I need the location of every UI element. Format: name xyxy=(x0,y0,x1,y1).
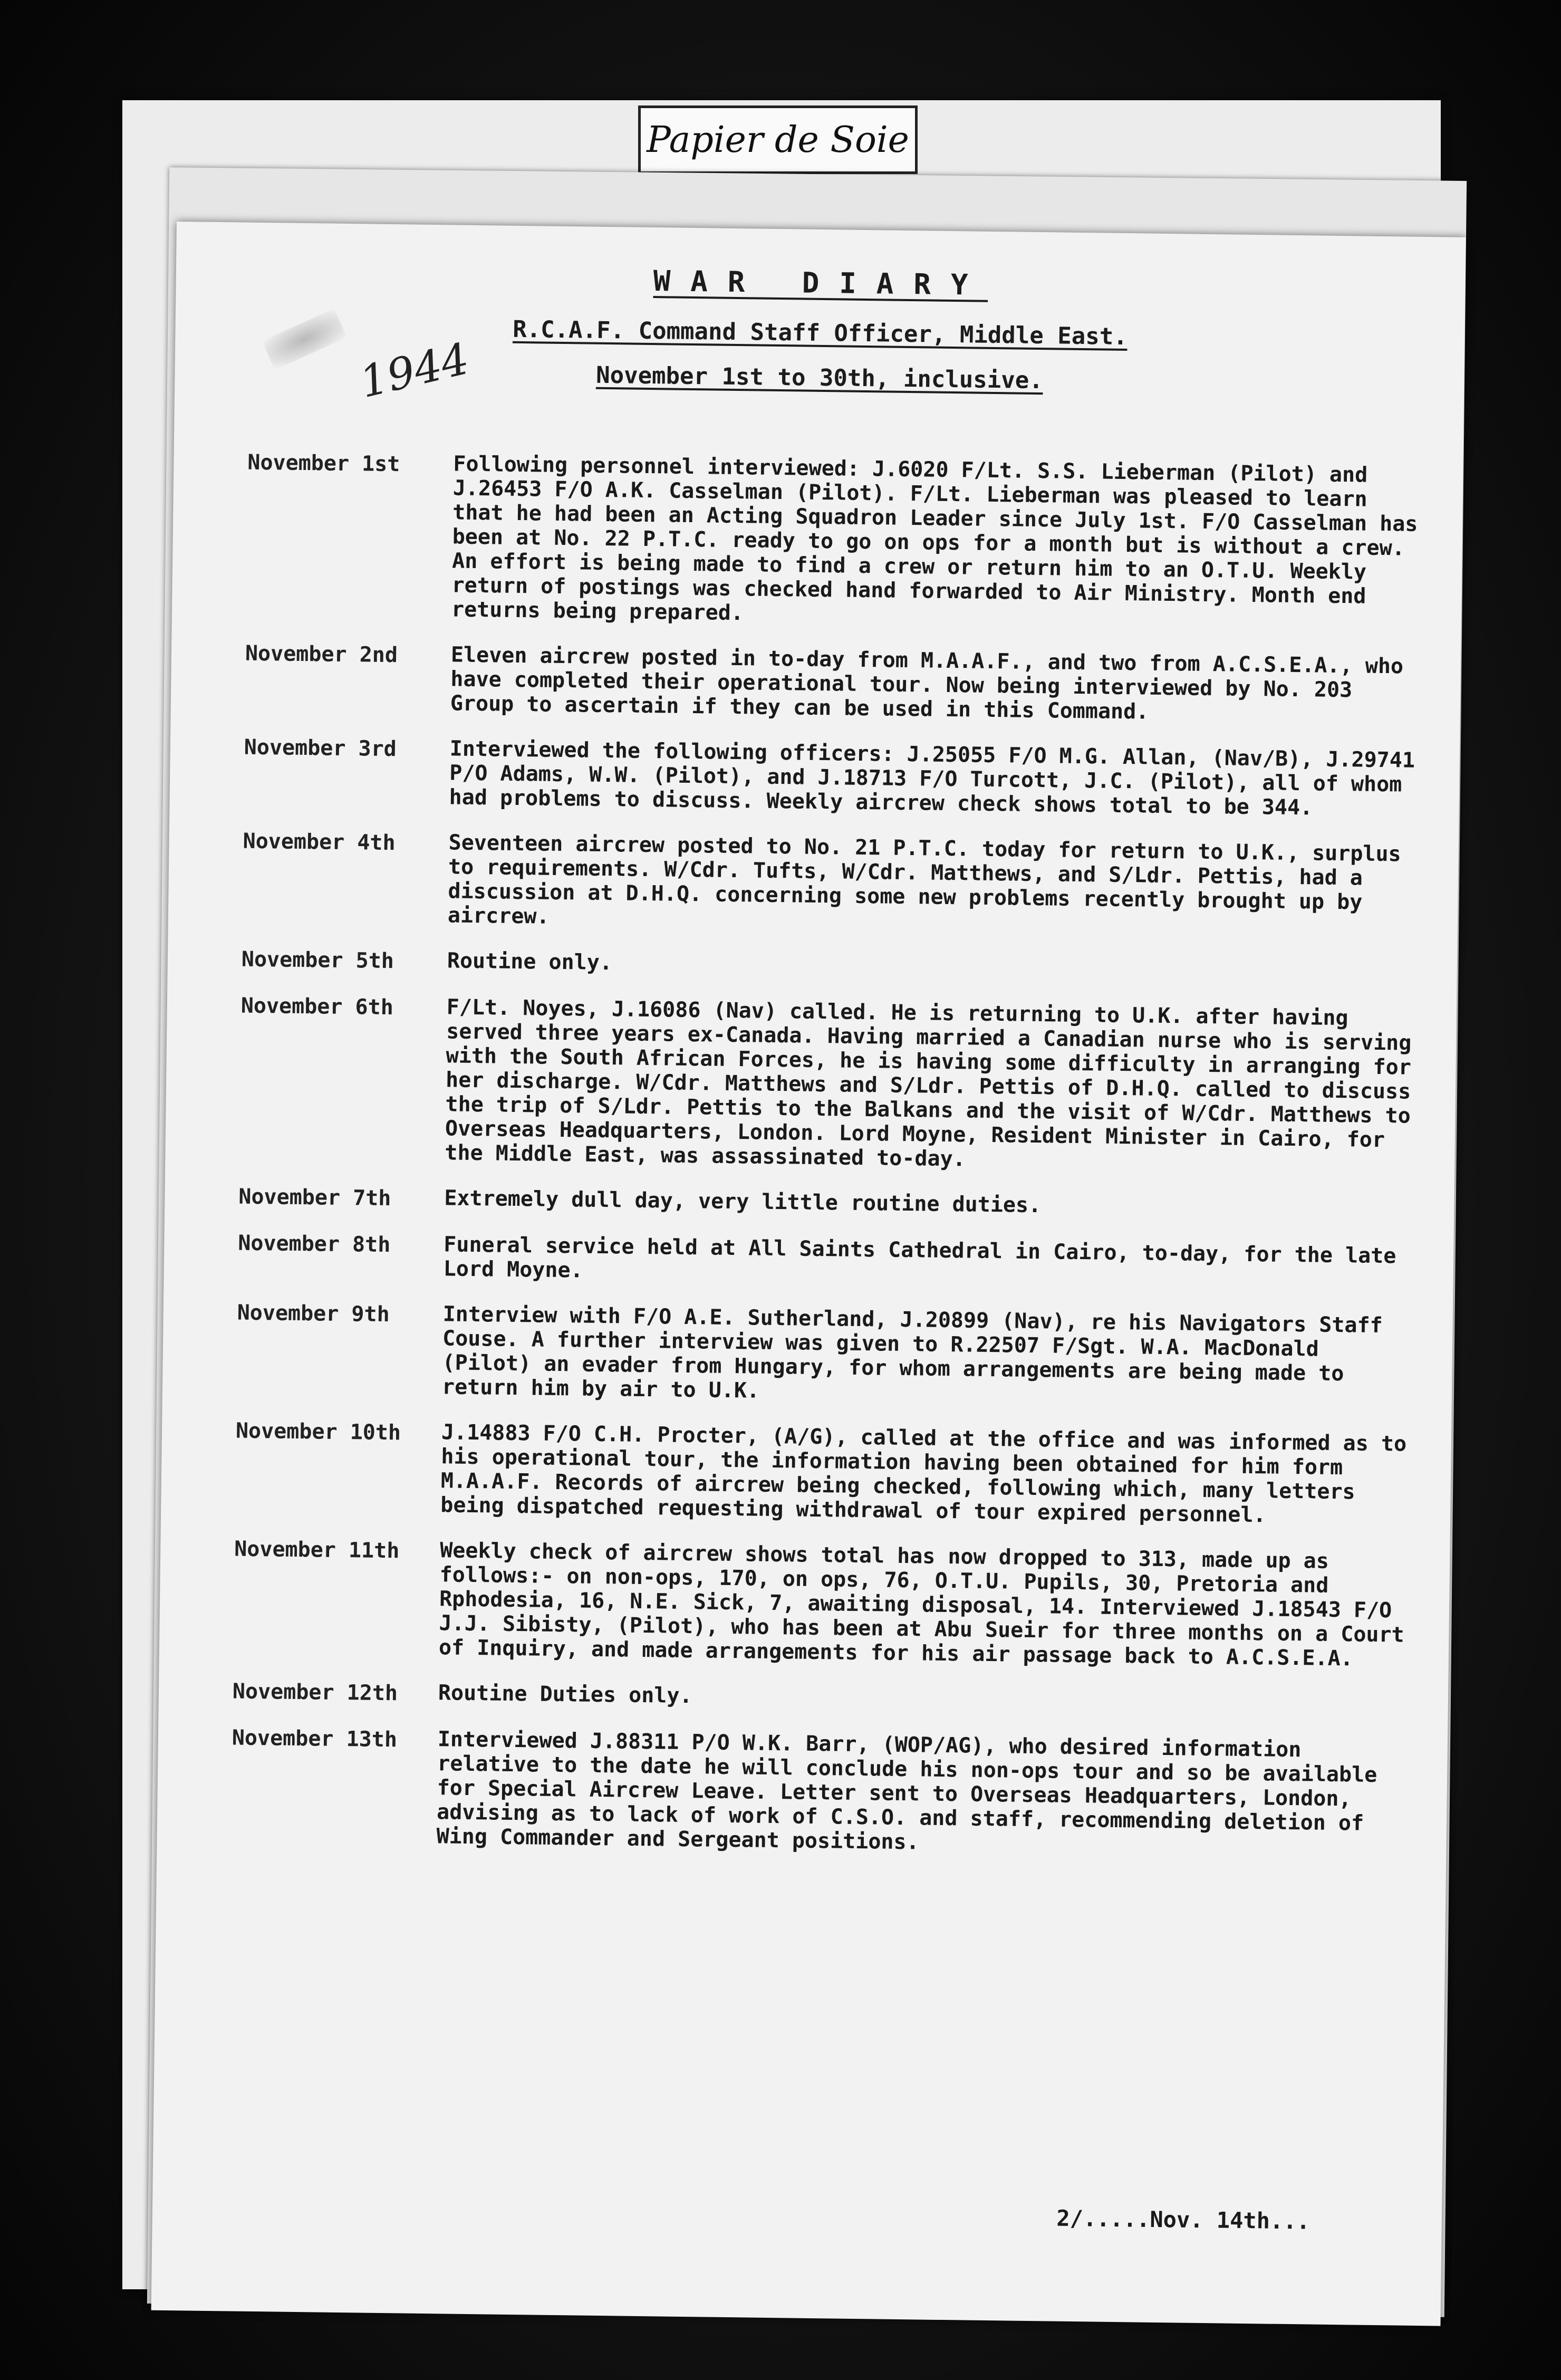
diary-entry xyxy=(239,993,1417,1177)
continuation-note: 2/.....Nov. 14th... xyxy=(1056,2205,1311,2234)
entry-date: November 7th xyxy=(238,1184,391,1211)
diary-entry xyxy=(238,1184,1414,1223)
folder-label: Papier de Soie xyxy=(638,105,918,174)
entry-date: November 11th xyxy=(234,1537,400,1563)
war-diary-page xyxy=(151,222,1466,2326)
entry-date: November 12th xyxy=(232,1679,398,1706)
diary-entry xyxy=(230,1724,1408,1860)
entry-date: November 1st xyxy=(247,450,400,477)
entry-text: Eleven aircrew posted in to-day from M.A.A.F., and two from A.C.S.E.A., who have completed their operational tour. Now being interviewed by No. 203 Group to ascertain if they can be used in this Command. xyxy=(450,642,1404,724)
entry-date: November 13th xyxy=(232,1725,398,1752)
entry-text: Routine only. xyxy=(447,948,613,975)
diary-entry xyxy=(245,640,1422,727)
entry-date: November 6th xyxy=(240,993,394,1020)
handwritten-year: 1944 xyxy=(355,333,474,408)
diary-entry xyxy=(243,734,1420,821)
entry-text: Weekly check of aircrew shows total has now dropped to 313, made up as follows:- on non-ops, 170, on ops, 76, O.T.U. Pupils, 30, Pretoria and Rphodesia, 16, N.E. Sick, 7, awaiting disposal, 14. Interviewed J.18543 F/O J.J. Sibisty, (Pilot), who has been at Abu Sueir for three months on a Court of Inquiry, and made arrangements for his air passage back to A.C.S.E.A. xyxy=(438,1538,1404,1671)
diary-entries xyxy=(230,449,1424,1882)
diary-entry xyxy=(236,1300,1413,1411)
entry-text: Funeral service held at All Saints Cathedral in Cairo, to-day, for the late Lord Moyne. xyxy=(443,1232,1396,1283)
document-period: November 1st to 30th, inclusive. xyxy=(595,361,1044,395)
entry-text: Routine Duties only. xyxy=(438,1681,692,1709)
entry-date: November 10th xyxy=(235,1418,401,1445)
entry-text: Interview with F/O A.E. Sutherland, J.20899 (Nav), re his Navigators Staff Couse. A further interview was given to R.22507 F/Sgt. W.A. MacDonald (Pilot) an evader from Hungary, for whom arrangements are being made to return him by air to U.K. xyxy=(441,1302,1383,1403)
diary-entry xyxy=(233,1536,1411,1672)
entry-text: Seventeen aircrew posted to No. 21 P.T.C. today for return to U.K., surplus to requirements. W/Cdr. Tufts, W/Cdr. Matthews, and S/Ldr. Pettis, had a discussion at D.H.Q. concerning some new problems recently brought up by aircrew. xyxy=(447,830,1401,929)
diary-entry xyxy=(233,1678,1409,1718)
entry-text: J.14883 F/O C.H. Procter, (A/G), called at the office and was informed as to his operational tour, the information having been obtained for him form M.A.A.F. Records of aircrew being checked, following which, many letters being dispatched requesting withdrawal of tour expired personnel. xyxy=(440,1420,1407,1528)
entry-text: Following personnel interviewed: J.6020 F/Lt. S.S. Lieberman (Pilot) and J.26453 F/O A.K. Casselman (Pilot). F/Lt. Lieberman was pleased to learn that he had been an Acting Squadron Leader since July 1st. F/O Casselman has been at No. 22 P.T.C. ready to go on ops for a month but is without a crew. An effort is being made to find a crew or return him to an O.T.U. Weekly return of postings was checked hand forwarded to Air Ministry. Month end returns being prepared. xyxy=(451,452,1418,626)
entry-text: Interviewed J.88311 P/O W.K. Barr, (WOP/AG), who desired information relative to the date he will conclude his non-ops tour and so be available for Special Aircrew Leave. Letter sent to Overseas Headquarters, London, advising as to lack of work of C.S.O. and staff, recommending deletion of Wing Commander and Sergeant positions. xyxy=(436,1727,1377,1855)
entry-date: November 9th xyxy=(237,1300,390,1327)
entry-date: November 5th xyxy=(241,947,394,974)
diary-entry xyxy=(238,1230,1414,1293)
entry-date: November 8th xyxy=(238,1231,391,1258)
document-title: WAR DIARY xyxy=(653,264,988,302)
entry-date: November 3rd xyxy=(244,735,397,762)
diary-entry xyxy=(246,449,1424,634)
diary-entry xyxy=(242,946,1418,986)
entry-date: November 4th xyxy=(243,829,396,856)
diary-entry xyxy=(235,1418,1412,1529)
document-subtitle: R.C.A.F. Command Staff Officer, Middle East. xyxy=(512,315,1128,351)
diary-entry xyxy=(242,828,1419,939)
entry-text: Extremely dull day, very little routine duties. xyxy=(444,1186,1042,1218)
entry-text: F/Lt. Noyes, J.16086 (Nav) called. He is returning to U.K. after having served three years ex-Canada. Having married a Canadian nurse who is serving with the South African Forces, he is having some difficulty in arranging for her discharge. W/Cdr. Matthews and S/Ldr. Pettis of D.H.Q. called to discuss the trip of S/Ldr. Pettis to the Balkans and the visit of W/Cdr. Matthews to Overseas Headquarters, London. Lord Moyne, Resident Minister in Cairo, for the Middle East, was assassinated to-day. xyxy=(445,995,1412,1172)
entry-text: Interviewed the following officers: J.25055 F/O M.G. Allan, (Nav/B), J.29741 P/O Adams, W.W. (Pilot), and J.18713 F/O Turcott, J.C. (Pilot), all of whom had problems to discuss. Weekly aircrew check shows total to be 344. xyxy=(449,736,1415,820)
entry-date: November 2nd xyxy=(245,641,398,668)
